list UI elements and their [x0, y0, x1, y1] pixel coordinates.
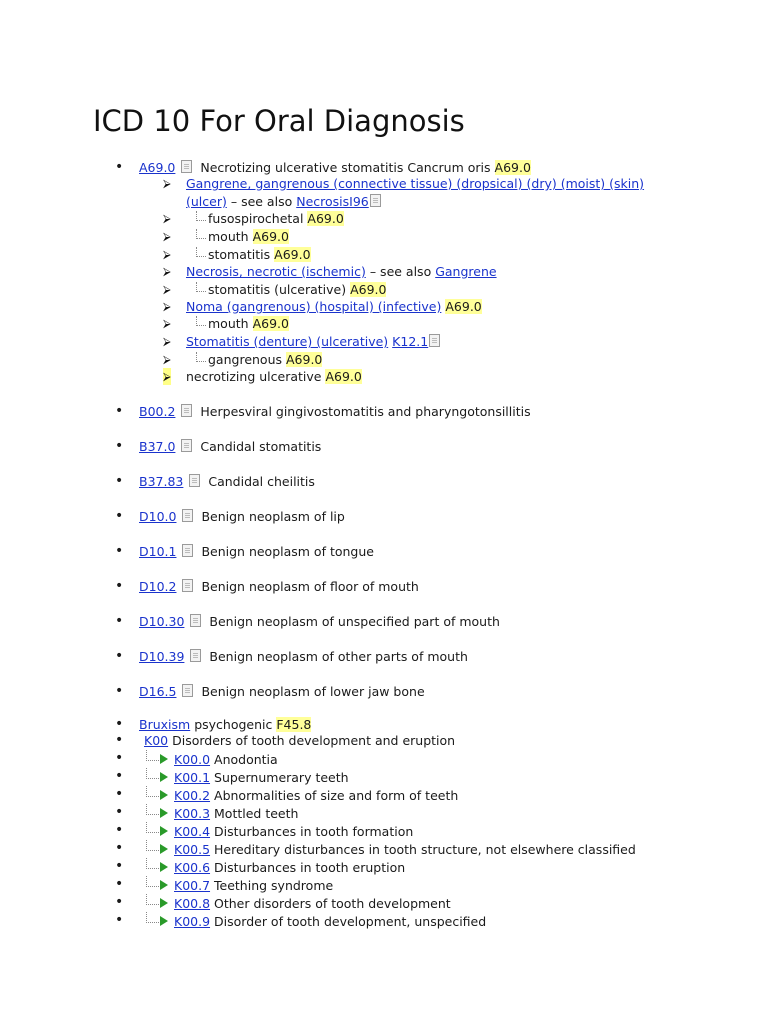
k00-sub-entry — [130, 894, 451, 912]
sub-line — [186, 193, 385, 210]
document-icon[interactable] — [190, 649, 201, 662]
code-link[interactable]: K00.5 — [174, 842, 211, 857]
code-description: Hereditary disturbances in tooth structure, not elsewhere classified — [214, 842, 636, 857]
bullet — [115, 732, 123, 740]
code-link[interactable]: B37.83 — [139, 474, 184, 489]
k00-sub-entry — [130, 786, 458, 804]
arrow-bullet-icon — [163, 210, 171, 227]
term-text: mouth — [208, 229, 249, 244]
tree-connector — [146, 768, 159, 779]
code-link[interactable]: K00.7 — [174, 878, 211, 893]
code-description: Teething syndrome — [214, 878, 334, 893]
sub-line — [196, 351, 322, 368]
sub-line — [186, 368, 362, 385]
tree-connector — [146, 912, 159, 923]
document-icon[interactable] — [182, 684, 193, 697]
bullet — [115, 683, 123, 691]
code-entry — [139, 473, 315, 490]
code-highlight: A69.0 — [252, 229, 289, 244]
a69-description: Necrotizing ulcerative stomatitis Cancrum oris — [200, 160, 491, 175]
page-title: ICD 10 For Oral Diagnosis — [93, 104, 465, 138]
code-link[interactable]: K00.3 — [174, 806, 211, 821]
tree-connector — [146, 804, 159, 815]
code-description: Benign neoplasm of tongue — [201, 544, 374, 559]
term-text: fusospirochetal — [208, 211, 304, 226]
code-description: Benign neoplasm of floor of mouth — [201, 579, 419, 594]
code-link[interactable]: D10.0 — [139, 509, 177, 524]
code-description: Candidal stomatitis — [200, 439, 322, 454]
code-highlight: F45.8 — [276, 717, 312, 732]
green-arrow-icon[interactable] — [160, 826, 168, 836]
tree-connector — [146, 858, 159, 869]
k00-sub-entry — [130, 768, 349, 786]
code-description: Herpesviral gingivostomatitis and pharyngotonsillitis — [200, 404, 531, 419]
code-entry — [139, 438, 321, 455]
tree-connector — [196, 282, 206, 292]
term-text: necrotizing ulcerative — [186, 369, 322, 384]
bullet — [115, 858, 123, 866]
code-description: Candidal cheilitis — [208, 474, 315, 489]
bullet — [115, 473, 123, 481]
tree-connector — [146, 840, 159, 851]
code-description: Benign neoplasm of lower jaw bone — [201, 684, 425, 699]
code-highlight: A69.0 — [252, 316, 289, 331]
term-text: stomatitis — [208, 247, 271, 262]
bullet — [115, 804, 123, 812]
code-description: Benign neoplasm of other parts of mouth — [209, 649, 468, 664]
green-arrow-icon[interactable] — [160, 898, 168, 908]
see-also-text: – see also — [230, 194, 293, 209]
necrosis-i96-link[interactable]: NecrosisI96 — [296, 194, 369, 209]
code-entry — [139, 543, 374, 560]
code-link[interactable]: K00.4 — [174, 824, 211, 839]
code-link[interactable]: K00.9 — [174, 914, 211, 929]
code-entry — [139, 578, 419, 595]
arrow-bullet-icon — [163, 246, 171, 263]
code-link[interactable]: K00.1 — [174, 770, 211, 785]
bullet — [115, 840, 123, 848]
sub-line — [186, 263, 497, 280]
sub-line — [196, 228, 289, 245]
tree-connector — [146, 750, 159, 761]
arrow-bullet-icon — [163, 315, 171, 332]
bullet — [115, 543, 123, 551]
k00-sub-entry — [130, 912, 486, 930]
document-icon[interactable] — [181, 160, 192, 173]
bullet — [115, 894, 123, 902]
bullet — [115, 613, 123, 621]
term-text: stomatitis (ulcerative) — [208, 282, 347, 297]
gangrene-word-link[interactable]: Gangrene — [435, 264, 497, 279]
tree-connector — [146, 786, 159, 797]
bullet — [115, 912, 123, 920]
green-arrow-icon[interactable] — [160, 790, 168, 800]
bullet — [115, 159, 123, 167]
code-highlight: A69.0 — [274, 247, 311, 262]
gangrene-link-cont[interactable]: (ulcer) — [186, 194, 227, 209]
arrow-bullet-icon — [163, 298, 171, 315]
bruxism-link[interactable]: Bruxism — [139, 717, 191, 732]
k00-sub-entry — [130, 840, 636, 858]
tree-connector — [146, 894, 159, 905]
k00-sub-entry — [130, 750, 278, 768]
code-entry — [139, 613, 500, 630]
sub-line — [186, 298, 482, 315]
green-arrow-icon[interactable] — [160, 844, 168, 854]
document-icon[interactable] — [181, 439, 192, 452]
arrow-bullet-icon — [163, 281, 171, 298]
bullet — [115, 716, 123, 724]
code-description: Disturbances in tooth eruption — [214, 860, 406, 875]
gangrene-link[interactable]: Gangrene, gangrenous (connective tissue) (dropsical) (dry) (moist) (skin) — [186, 176, 645, 191]
k121-link[interactable]: K12.1 — [392, 334, 429, 349]
code-link[interactable]: K00.8 — [174, 896, 211, 911]
code-description: Benign neoplasm of unspecified part of mouth — [209, 614, 500, 629]
code-highlight: A69.0 — [350, 282, 387, 297]
code-description: Mottled teeth — [214, 806, 299, 821]
arrow-bullet-icon — [163, 351, 171, 368]
arrow-bullet-icon — [163, 333, 171, 350]
code-link[interactable]: D10.39 — [139, 649, 185, 664]
term-text: mouth — [208, 316, 249, 331]
green-arrow-icon[interactable] — [160, 916, 168, 926]
k00-sub-entry — [130, 876, 333, 894]
arrow-bullet-icon — [163, 175, 171, 192]
bullet — [115, 786, 123, 794]
bullet — [115, 876, 123, 884]
green-arrow-icon[interactable] — [160, 772, 168, 782]
green-arrow-icon[interactable] — [160, 880, 168, 890]
code-description: Other disorders of tooth development — [214, 896, 451, 911]
code-link[interactable]: K00.2 — [174, 788, 211, 803]
document-icon[interactable] — [182, 579, 193, 592]
tree-connector — [196, 352, 206, 362]
code-link[interactable]: K00.0 — [174, 752, 211, 767]
tree-connector — [196, 247, 206, 257]
green-arrow-icon[interactable] — [160, 808, 168, 818]
sub-line — [186, 175, 644, 192]
code-link[interactable]: B37.0 — [139, 439, 176, 454]
bullet — [115, 403, 123, 411]
code-highlight: A69.0 — [445, 299, 482, 314]
code-entry — [139, 403, 531, 420]
code-description: Anodontia — [214, 752, 278, 767]
stomatitis-denture-link[interactable]: Stomatitis (denture) (ulcerative) — [186, 334, 389, 349]
code-description: Disorder of tooth development, unspecified — [214, 914, 487, 929]
code-link[interactable]: B00.2 — [139, 404, 176, 419]
bruxism-entry — [139, 716, 311, 733]
k00-sub-entry — [130, 804, 298, 822]
document-icon[interactable] — [181, 404, 192, 417]
arrow-bullet-icon — [163, 228, 171, 245]
code-entry — [139, 508, 345, 525]
k00-sub-entry — [130, 822, 413, 840]
tree-connector — [196, 229, 206, 239]
sub-line — [196, 315, 289, 332]
bullet — [115, 578, 123, 586]
a69-entry — [139, 159, 531, 176]
see-also-text: – see also — [369, 264, 432, 279]
code-link[interactable]: D16.5 — [139, 684, 177, 699]
a69-code-link[interactable]: A69.0 — [139, 160, 176, 175]
code-description: Disturbances in tooth formation — [214, 824, 414, 839]
bullet — [115, 768, 123, 776]
code-highlight: A69.0 — [307, 211, 344, 226]
document-icon[interactable] — [429, 334, 440, 347]
code-link[interactable]: D10.30 — [139, 614, 185, 629]
code-highlight: A69.0 — [325, 369, 362, 384]
tree-connector — [196, 211, 206, 221]
k00-entry — [144, 732, 455, 749]
code-description: Benign neoplasm of lip — [201, 509, 345, 524]
code-link[interactable]: K00.6 — [174, 860, 211, 875]
sub-line — [186, 333, 444, 350]
k00-description: Disorders of tooth development and eruption — [172, 733, 456, 748]
green-arrow-icon[interactable] — [160, 754, 168, 764]
term-text: gangrenous — [208, 352, 283, 367]
a69-code-highlight: A69.0 — [494, 160, 531, 175]
bullet — [115, 750, 123, 758]
code-entry — [139, 683, 425, 700]
document-icon[interactable] — [189, 474, 200, 487]
document-icon[interactable] — [182, 544, 193, 557]
sub-line — [196, 210, 344, 227]
noma-link[interactable]: Noma (gangrenous) (hospital) (infective) — [186, 299, 442, 314]
code-entry — [139, 648, 468, 665]
bruxism-text: psychogenic — [194, 717, 273, 732]
document-icon[interactable] — [182, 509, 193, 522]
tree-connector — [196, 316, 206, 326]
k00-sub-entry — [130, 858, 405, 876]
document-icon[interactable] — [370, 194, 381, 207]
document-icon[interactable] — [190, 614, 201, 627]
arrow-bullet-icon — [163, 263, 171, 280]
green-arrow-icon[interactable] — [160, 862, 168, 872]
bullet — [115, 508, 123, 516]
k00-link[interactable]: K00 — [144, 733, 169, 748]
code-link[interactable]: D10.2 — [139, 579, 177, 594]
necrosis-link[interactable]: Necrosis, necrotic (ischemic) — [186, 264, 366, 279]
bullet — [115, 648, 123, 656]
tree-connector — [146, 822, 159, 833]
arrow-bullet-icon — [163, 368, 171, 385]
tree-connector — [146, 876, 159, 887]
sub-line — [196, 281, 386, 298]
code-description: Abnormalities of size and form of teeth — [214, 788, 459, 803]
bullet — [115, 438, 123, 446]
code-highlight: A69.0 — [286, 352, 323, 367]
code-description: Supernumerary teeth — [214, 770, 349, 785]
bullet — [115, 822, 123, 830]
code-link[interactable]: D10.1 — [139, 544, 177, 559]
sub-line — [196, 246, 311, 263]
